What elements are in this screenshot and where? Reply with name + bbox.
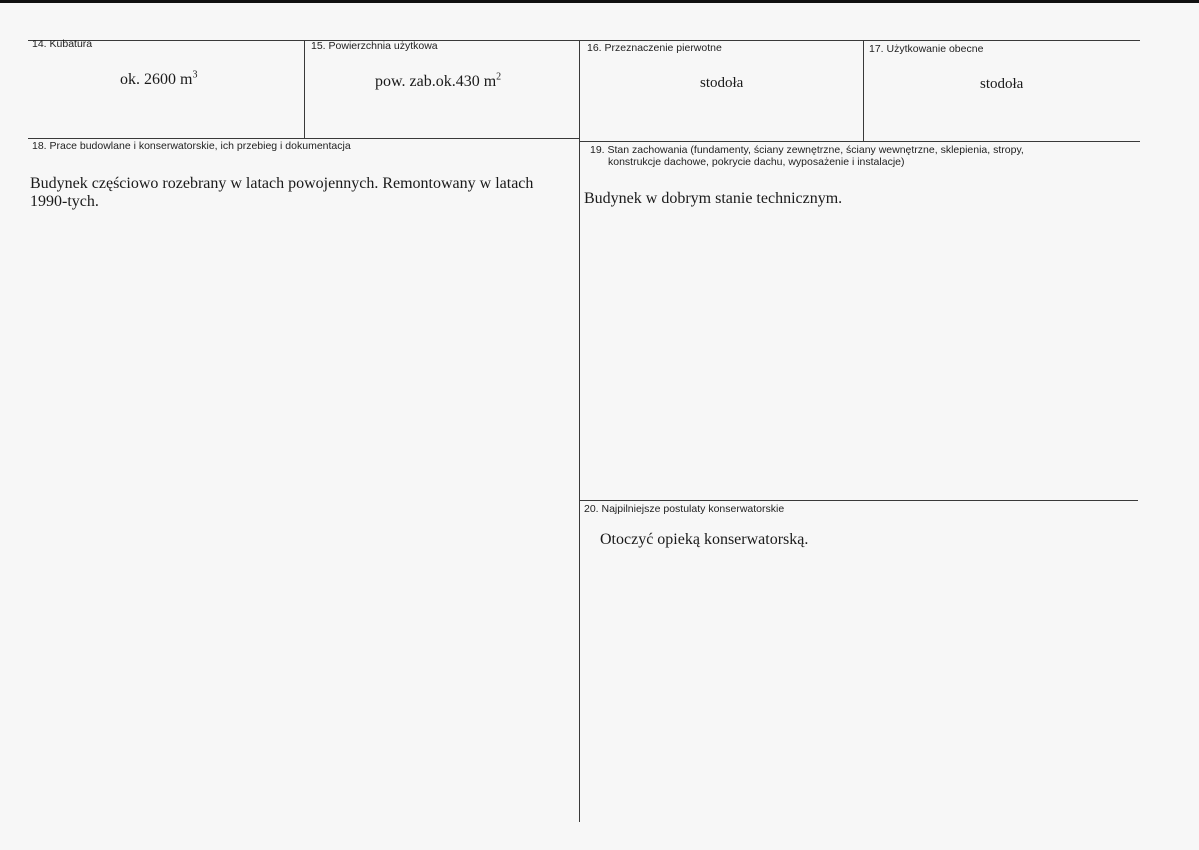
prace-label: 18. Prace budowlane i konserwatorskie, ich przebieg i dokumentacja — [32, 140, 351, 152]
powierzchnia-value — [375, 73, 501, 91]
prace-text: Budynek częściowo rozebrany w latach powojennych. Remontowany w latach 1990-tych. — [30, 175, 534, 210]
kubatura-label: 14. Kubatura — [32, 38, 93, 50]
przeznaczenie-label: 16. Przeznaczenie pierwotne — [587, 42, 722, 54]
stan-text: Budynek w dobrym stanie technicznym. — [584, 190, 843, 207]
postulaty-label: 20. Najpilniejsze postulaty konserwatorskie — [584, 503, 785, 515]
rule-col-3 — [863, 40, 864, 141]
scan-top-edge — [0, 0, 1199, 3]
uzytkowanie-value: stodoła — [980, 76, 1024, 92]
rule-mid-right — [580, 141, 1140, 142]
kubatura-value-text: ok. 2600 m — [120, 71, 193, 88]
przeznaczenie-value: stodoła — [700, 75, 744, 91]
kubatura-exponent: 3 — [192, 69, 198, 81]
uzytkowanie-label: 17. Użytkowanie obecne — [869, 43, 984, 55]
stan-label-line1: 19. Stan zachowania (fundamenty, ściany zewnętrzne, ściany wewnętrzne, sklepienia, stropy, — [590, 144, 1024, 156]
stan-label-line2: konstrukcje dachowe, pokrycie dachu, wyposażenie i instalacje) — [608, 156, 905, 168]
rule-top-row — [28, 40, 1140, 41]
kubatura-value — [120, 71, 197, 89]
powierzchnia-label: 15. Powierzchnia użytkowa — [311, 40, 438, 52]
powierzchnia-value-text: pow. zab.ok.430 m — [375, 73, 497, 90]
rule-col-1 — [304, 40, 305, 138]
rule-section-20 — [580, 500, 1138, 501]
powierzchnia-exponent: 2 — [496, 71, 502, 83]
rule-mid-left — [28, 138, 580, 139]
rule-col-2 — [579, 40, 580, 822]
postulaty-text: Otoczyć opieką konserwatorską. — [600, 531, 809, 548]
